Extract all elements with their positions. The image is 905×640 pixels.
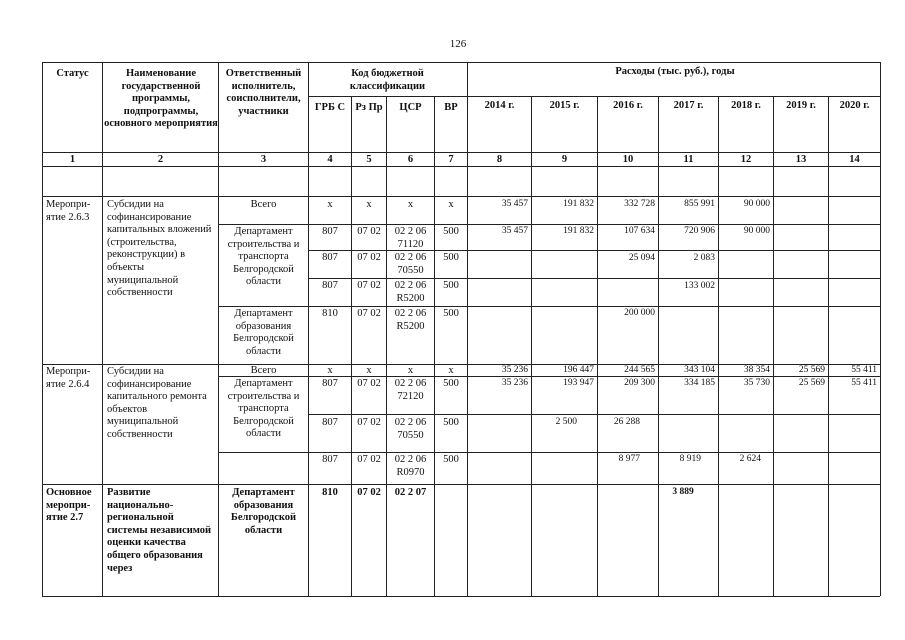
block-name: Развитие национально-региональной системы независимой оценки качества общего образования через <box>107 487 212 574</box>
col-number: 14 <box>849 154 860 165</box>
cell-csr: 02 2 06 71120 <box>394 226 427 250</box>
col-number: 3 <box>260 154 267 165</box>
header-year: 2016 г. <box>613 100 643 111</box>
cell-2020: 55 411 <box>851 365 877 375</box>
cell-grbs: х <box>327 365 333 376</box>
cell-2016: 8 977 <box>618 454 640 464</box>
header-expenses: Расходы (тыс. руб.), годы <box>615 66 735 77</box>
cell-2016: 332 728 <box>624 199 655 209</box>
cell-2015: 191 832 <box>563 226 594 236</box>
col-number: 13 <box>795 154 807 165</box>
cell-2019: 25 569 <box>798 365 825 375</box>
header-year: 2020 г. <box>839 100 870 111</box>
cell-2017: 720 906 <box>684 226 715 236</box>
cell-rzpr: 07 02 <box>357 308 381 319</box>
block-status: Меропри-ятие 2.6.4 <box>46 366 91 390</box>
cell-rzpr: 07 02 <box>357 280 381 291</box>
cell-2018: 90 000 <box>743 226 770 236</box>
block-name: Субсидии на софинансирование капитальных вложений (строительства, реконструкции) в объекты муниципальной собственности <box>107 199 212 299</box>
cell-2016: 200 000 <box>624 308 655 318</box>
cell-rzpr: 07 02 <box>357 378 381 389</box>
cell-2020: 55 411 <box>851 378 877 388</box>
cell-csr: 02 2 06 70550 <box>394 252 427 276</box>
header-year: 2014 г. <box>484 100 515 111</box>
block-status: Меропри-ятие 2.6.3 <box>46 199 91 223</box>
cell-grbs: 807 <box>322 226 338 237</box>
cell-2014: 35 457 <box>501 199 528 209</box>
cell-grbs: 807 <box>322 280 338 291</box>
header-name: Наименование государственной программы, подпрограммы, основного мероприятия <box>104 68 218 130</box>
cell-grbs: х <box>327 199 333 210</box>
cell-rzpr: х <box>366 365 372 376</box>
cell-2016: 25 094 <box>628 253 655 263</box>
cell-csr: х <box>407 365 414 376</box>
cell-vr: 500 <box>443 252 459 263</box>
cell-vr: х <box>448 199 454 210</box>
cell-vr: 500 <box>443 417 459 428</box>
block-name: Субсидии на софинансирование капитального ремонта объектов муниципальной собственности <box>107 366 207 440</box>
cell-2015: 196 447 <box>563 365 594 375</box>
page-number: 126 <box>449 38 467 50</box>
col-number: 6 <box>407 154 414 165</box>
cell-2014: 35 457 <box>501 226 528 236</box>
header-year: 2019 г. <box>786 100 816 111</box>
cell-2017: 133 002 <box>684 281 715 291</box>
header-grbs: ГРБ С <box>314 102 346 113</box>
cell-2018: 90 000 <box>743 199 770 209</box>
cell-csr: 02 2 06 R5200 <box>394 280 427 304</box>
cell-grbs: 807 <box>322 378 338 389</box>
header-budget-code: Код бюджетной классификации <box>349 68 426 92</box>
cell-2014: 35 236 <box>501 365 528 375</box>
cell-2014: 35 236 <box>501 378 528 388</box>
col-number: 1 <box>69 154 76 165</box>
cell-2016: 244 565 <box>624 365 655 375</box>
cell-2018: 2 624 <box>739 454 761 464</box>
col-number: 2 <box>157 154 164 165</box>
cell-2017: 8 919 <box>679 454 701 464</box>
cell-2015: 193 947 <box>563 378 594 388</box>
cell-csr: 02 2 06 R5200 <box>394 308 427 332</box>
col-number: 8 <box>496 154 503 165</box>
col-number: 11 <box>683 154 694 165</box>
cell-2017: 343 104 <box>684 365 715 375</box>
cell-vr: 500 <box>443 226 459 237</box>
cell-csr: 02 2 06 70550 <box>394 417 427 441</box>
cell-2017: 3 889 <box>672 487 694 497</box>
row-responsible: Департамент образования Белгородской области <box>230 487 297 536</box>
cell-2016: 107 634 <box>624 226 655 236</box>
cell-2017: 334 185 <box>684 378 715 388</box>
cell-csr: 02 2 06 R0970 <box>394 454 427 478</box>
row-responsible: Всего <box>250 199 277 210</box>
cell-csr: 02 2 07 <box>394 487 427 498</box>
row-responsible: Департамент образования Белгородской области <box>233 308 294 357</box>
cell-2017: 855 991 <box>684 199 715 209</box>
col-number: 7 <box>448 154 454 165</box>
cell-grbs: 807 <box>322 252 338 263</box>
header-csr: ЦСР <box>399 102 422 113</box>
cell-2016: 26 288 <box>613 417 640 427</box>
cell-2019: 25 569 <box>798 378 825 388</box>
cell-rzpr: 07 02 <box>357 454 381 465</box>
cell-grbs: 807 <box>322 417 338 428</box>
cell-grbs: 807 <box>322 454 338 465</box>
header-status: Статус <box>56 68 89 79</box>
cell-rzpr: 07 02 <box>357 226 381 237</box>
cell-2015: 191 832 <box>563 199 594 209</box>
col-number: 9 <box>561 154 568 165</box>
cell-2017: 2 083 <box>693 253 715 263</box>
cell-grbs: 810 <box>322 487 338 498</box>
cell-csr: х <box>407 199 414 210</box>
cell-vr: 500 <box>443 308 459 319</box>
cell-2015: 2 500 <box>555 417 577 427</box>
cell-grbs: 810 <box>322 308 338 319</box>
block-status: Основное меропри-ятие 2.7 <box>46 487 92 524</box>
col-number: 5 <box>366 154 372 165</box>
cell-csr: 02 2 06 72120 <box>394 378 427 402</box>
header-year: 2017 г. <box>673 100 704 111</box>
row-responsible: Всего <box>250 365 277 376</box>
cell-vr: 500 <box>443 378 459 389</box>
col-number: 12 <box>740 154 752 165</box>
cell-2018: 38 354 <box>743 365 770 375</box>
cell-vr: 500 <box>443 280 459 291</box>
cell-2016: 209 300 <box>624 378 655 388</box>
cell-rzpr: 07 02 <box>357 252 381 263</box>
cell-rzpr: 07 02 <box>357 417 381 428</box>
header-year: 2015 г. <box>549 100 580 111</box>
col-number: 4 <box>327 154 333 165</box>
cell-vr: х <box>448 365 454 376</box>
row-responsible: Департамент строительства и транспорта Белгородской области <box>227 378 300 440</box>
cell-rzpr: х <box>366 199 372 210</box>
cell-vr: 500 <box>443 454 459 465</box>
header-responsible: Ответственный исполнитель, соисполнители, участники <box>225 68 302 117</box>
header-vr: ВР <box>444 102 458 113</box>
row-responsible: Департамент строительства и транспорта Белгородской области <box>227 226 300 288</box>
header-rzpr: Рз Пр <box>355 102 383 113</box>
cell-rzpr: 07 02 <box>357 487 381 498</box>
col-number: 10 <box>622 154 634 165</box>
cell-2018: 35 730 <box>743 378 770 388</box>
header-year: 2018 г. <box>731 100 761 111</box>
